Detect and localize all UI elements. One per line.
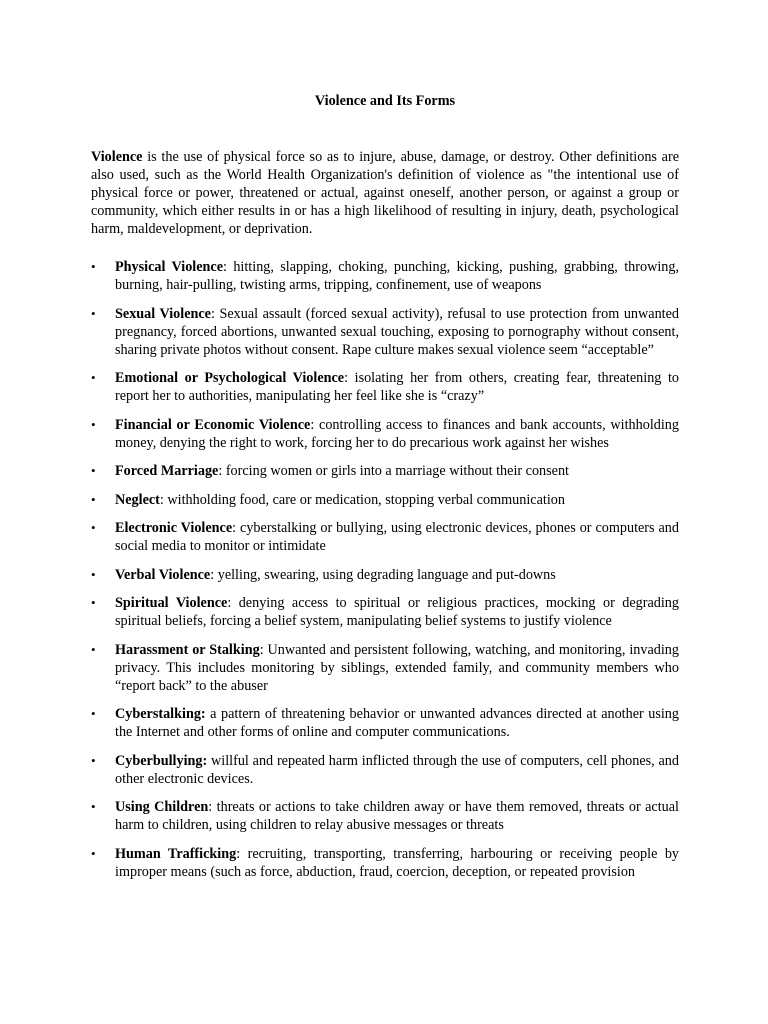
item-text: : yelling, swearing, using degrading language and put-downs [210,566,556,583]
item-term: Physical Violence [115,259,224,275]
item-term: Using Children [115,799,209,815]
item-term: Electronic Violence [115,520,233,536]
list-item-spiritual-violence [91,594,679,630]
item-text: : controlling access to finances and bank accounts, withholding money, denying the right to work, forcing her to do precarious work against her wishes [115,416,679,451]
item-term: Emotional or Psychological Violence [115,370,345,386]
bullet-icon: • [91,520,96,535]
item-term: Forced Marriage [115,463,219,479]
list-item-cyberbullying [91,752,679,788]
item-text: : hitting, slapping, choking, punching, kicking, pushing, grabbing, throwing, burning, hair-pulling, twisting arms, tripping, confinement, use of weapons [115,259,679,293]
item-text: : cyberstalking or bullying, using electronic devices, phones or computers and social media to monitor or intimidate [115,520,679,554]
bullet-icon: • [91,706,96,721]
item-text: willful and repeated harm inflicted through the use of computers, cell phones, and other electronic devices. [115,752,679,787]
item-term: Spiritual Violence [115,595,228,611]
item-term: Sexual Violence [115,305,211,322]
bullet-icon: • [91,799,96,814]
list-item-harassment [91,641,679,695]
item-term: Cyberbullying: [115,752,208,769]
bullet-icon: • [91,595,96,610]
bullet-icon: • [91,491,96,507]
list-item-emotional-violence [91,369,679,405]
list-item-human-trafficking [91,845,679,881]
item-text: : Sexual assault (forced sexual activity), refusal to use protection from unwanted pregnancy, forced abortions, unwanted sexual touching, exposing to pornography without consent, sharing private photos without consent. Rape culture makes sexual violence seem “acceptable” [115,305,679,358]
list-item-using-children [91,798,679,834]
list-item-verbal-violence [91,566,679,584]
bullet-icon: • [91,305,96,321]
list-item-cyberstalking [91,705,679,741]
bullet-icon: • [91,752,96,768]
violence-forms-list [91,258,679,881]
intro-text: is the use of physical force so as to injure, abuse, damage, or destroy. Other definitions are also used, such as the World Health Organization's definition of violence as "the intentional use of physical force or power, threatened or actual, against oneself, another person, or against a group or community, which either results in or has a high likelihood of resulting in injury, death, psychological harm, maldevelopment, or deprivation. [91,149,679,237]
item-term: Human Trafficking [115,845,237,862]
bullet-icon: • [91,259,96,274]
item-text: : withholding food, care or medication, stopping verbal communication [159,491,565,508]
document-title: Violence and Its Forms [314,93,456,109]
item-term: Financial or Economic Violence [115,416,311,433]
bullet-icon: • [91,416,96,432]
list-item-neglect [91,491,679,509]
item-term: Cyberstalking: [115,706,206,722]
item-text: : recruiting, transporting, transferring, harbouring or receiving people by improper means (such as force, abduction, fraud, coercion, deception, or repeated provision [115,845,680,880]
list-item-financial-violence [91,416,679,452]
list-item-forced-marriage [91,462,679,480]
bullet-icon: • [91,845,96,861]
list-item-electronic-violence [91,519,679,555]
item-term: Neglect [115,491,160,508]
list-item-sexual-violence [91,305,679,359]
bullet-icon: • [91,641,96,657]
item-term: Verbal Violence [115,566,211,583]
intro-paragraph [91,148,679,238]
item-text: a pattern of threatening behavior or unwanted advances directed at another using the Internet and other forms of online and computer communications. [115,706,679,740]
intro-term: Violence [91,149,143,165]
item-text: : isolating her from others, creating fear, threatening to report her to authorities, manipulating her feel like she is “crazy” [115,370,679,404]
item-text: : forcing women or girls into a marriage without their consent [218,463,569,479]
item-term: Harassment or Stalking [115,641,260,658]
bullet-icon: • [91,370,96,385]
bullet-icon: • [91,566,96,582]
item-text: : Unwanted and persistent following, watching, and monitoring, invading privacy. This includes monitoring by siblings, extended family, and community members who “report back” to the abuser [115,641,679,694]
bullet-icon: • [91,463,96,478]
item-text: : denying access to spiritual or religious practices, mocking or degrading spiritual beliefs, forcing a belief system, manipulating belief systems to justify violence [115,595,679,629]
item-text: : threats or actions to take children away or have them removed, threats or actual harm to children, using children to relay abusive messages or threats [115,799,679,833]
list-item-physical-violence [91,258,679,294]
